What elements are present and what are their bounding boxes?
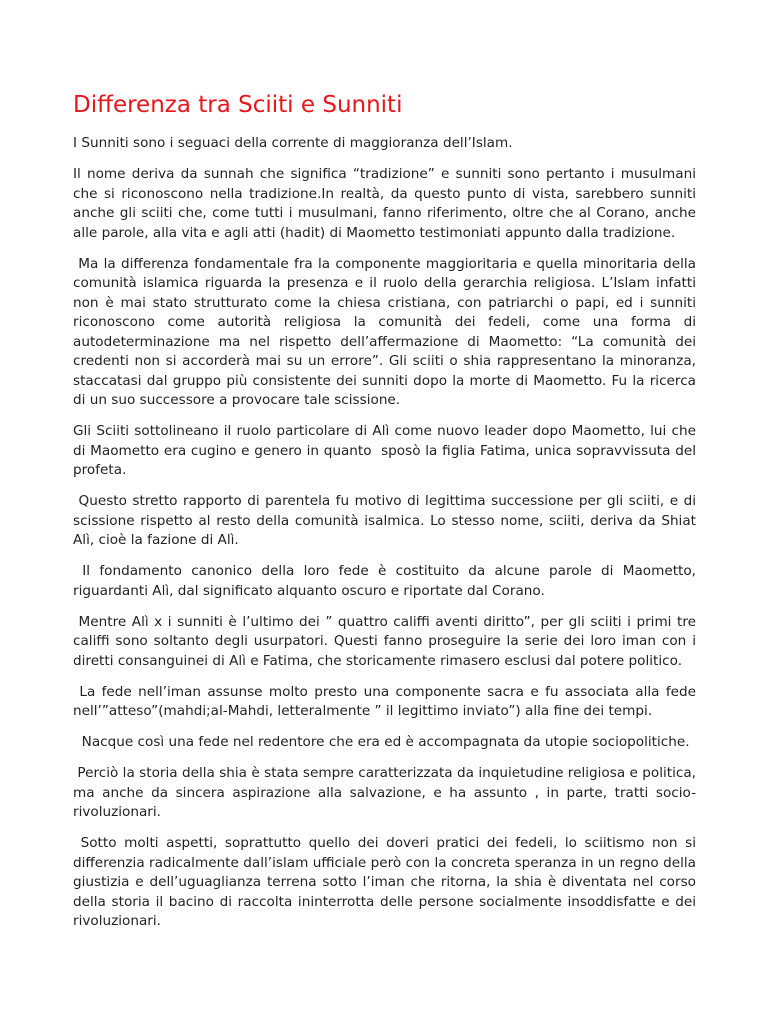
paragraph: Nacque così una fede nel redentore che era ed è accompagnata da utopie sociopolitiche. bbox=[73, 734, 690, 750]
page-title: Differenza tra Sciiti e Sunniti bbox=[73, 92, 403, 118]
paragraph: Il nome deriva da sunnah che significa “tradizione” e sunniti sono pertanto i musulmani che si riconoscono nella tradizione.In realtà, da questo punto di vista, sarebbero sunniti anche gli sciiti che, come tutti i musulmani, fanno riferimento, oltre che al Corano, anche alle parole, alla vita e agli atti (hadit) di Maometto testimoniati appunto dalla tradizione. bbox=[73, 166, 701, 241]
paragraph: Questo stretto rapporto di parentela fu motivo di legittima successione per gli sciiti, e di scissione rispetto al resto della comunità isalmica. Lo stesso nome, sciiti, deriva da Shiat Alì, cioè la fazione di Alì. bbox=[73, 493, 701, 548]
paragraph: Ma la differenza fondamentale fra la componente maggioritaria e quella minoritaria della comunità islamica riguarda la presenza e il ruolo della gerarchia religiosa. L’Islam infatti non è mai stato strutturato come la chiesa cristiana, con patriarchi o papi, ed i sunniti riconoscono come autorità religiosa la comunità dei fedeli, come una forma di autodeterminazione ma nel rispetto dell’affermazione di Maometto: “La comunità dei credenti non si accorderà mai su un errore”. Gli sciiti o shia rappresentano la minoranza, staccatasi dal gruppo più consistente dei sunniti dopo la morte di Maometto. Fu la ricerca di un suo successore a provocare tale scissione. bbox=[73, 255, 701, 408]
paragraph: Il fondamento canonico della loro fede è costituito da alcune parole di Maometto, riguardanti Alì, dal significato alquanto oscuro e riportate dal Corano. bbox=[73, 563, 701, 599]
paragraph: Sotto molti aspetti, soprattutto quello dei doveri pratici dei fedeli, lo sciitismo non si differenzia radicalmente dall’islam ufficiale però con la concreta speranza in un regno della giustizia e dell’uguaglianza terrena sotto l’iman che ritorna, la shia è diventata nel corso della storia il bacino di raccolta ininterrotta delle persone socialmente insoddisfatte e dei rivoluzionari. bbox=[73, 835, 701, 929]
paragraph: La fede nell’iman assunse molto presto una componente sacra e fu associata alla fede nell’”atteso”(mahdi;al-Mahdi, letteralmente ” il legittimo inviato”) alla fine dei tempi. bbox=[73, 683, 701, 719]
paragraph: Perciò la storia della shia è stata sempre caratterizzata da inquietudine religiosa e politica, ma anche da sincera aspirazione alla salvazione, e ha assunto , in parte, tratti socio- rivoluzionari. bbox=[73, 765, 701, 820]
document-page bbox=[73, 90, 701, 943]
paragraph: Mentre Alì x i sunniti è l’ultimo dei ” quattro califfi aventi diritto”, per gli sciiti i primi tre califfi sono soltanto degli usurpatori. Questi fanno proseguire la serie dei loro iman con i diretti consanguinei di Alì e Fatima, che storicamente rimasero esclusi dal potere politico. bbox=[73, 613, 701, 669]
paragraph: Gli Sciiti sottolineano il ruolo particolare di Alì come nuovo leader dopo Maometto, lui che di Maometto era cugino e genero in quanto sposò la figlia Fatima, unica sopravvissuta del profeta. bbox=[73, 423, 701, 478]
paragraph: I Sunniti sono i seguaci della corrente di maggioranza dell’Islam. bbox=[73, 135, 513, 151]
